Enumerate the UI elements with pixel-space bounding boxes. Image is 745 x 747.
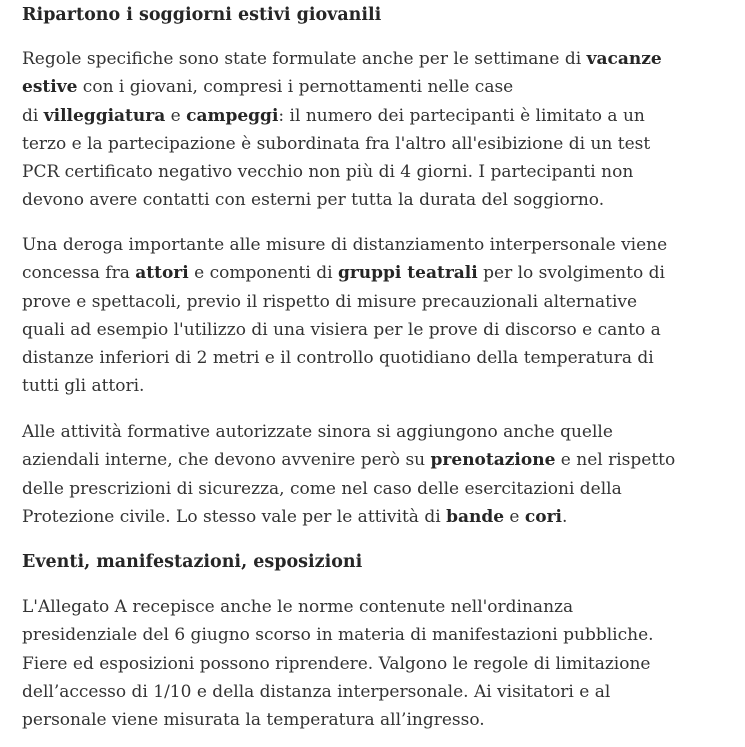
section-heading-soggiorni: Ripartono i soggiorni estivi giovanili bbox=[22, 5, 382, 25]
paragraph-attori: Una deroga importante alle misure di distanziamento interpersonale viene concessa fra attori e componenti di gruppi teatrali per lo svolgimento di prove e spettacoli, previo il rispetto di misure precauzionali alternative quali ad esempio l'utilizzo di una visiera per le prove di discorso e canto a distanze inferiori di 2 metri e il controllo quotidiano della temperatura di tutti gli attori. bbox=[22, 235, 668, 397]
paragraph-attivita-formative: Alle attività formative autorizzate sinora si aggiungono anche quelle aziendali interne, che devono avvenire però su prenotazione e nel rispetto delle prescrizioni di sicurezza, come nel caso delle esercitazioni della Protezione civile. Lo stesso vale per le attività di bande e cori. bbox=[22, 422, 676, 527]
paragraph-eventi: L'Allegato A recepisce anche le norme contenute nell'ordinanza presidenziale del 6 giugno scorso in materia di manifestazioni pubbliche. Fiere ed esposizioni possono riprendere. Valgono le regole di limitazione dell’accesso di 1/10 e della distanza interpersonale. Ai visitatori e al personale viene misurata la temperatura all’ingresso. bbox=[22, 597, 654, 731]
paragraph-soggiorni: Regole specifiche sono state formulate anche per le settimane di vacanze estive con i giovani, compresi i pernottamenti nelle case di villeggiatura e campeggi: il numero dei partecipanti è limitato a un terzo e la partecipazione è subordinata fra l'altro all'esibizione di un test PCR certificato negativo vecchio non più di 4 giorni. I partecipanti non devono avere contatti con esterni per tutta la durata del soggiorno. bbox=[22, 49, 662, 211]
section-heading-eventi: Eventi, manifestazioni, esposizioni bbox=[22, 552, 363, 572]
